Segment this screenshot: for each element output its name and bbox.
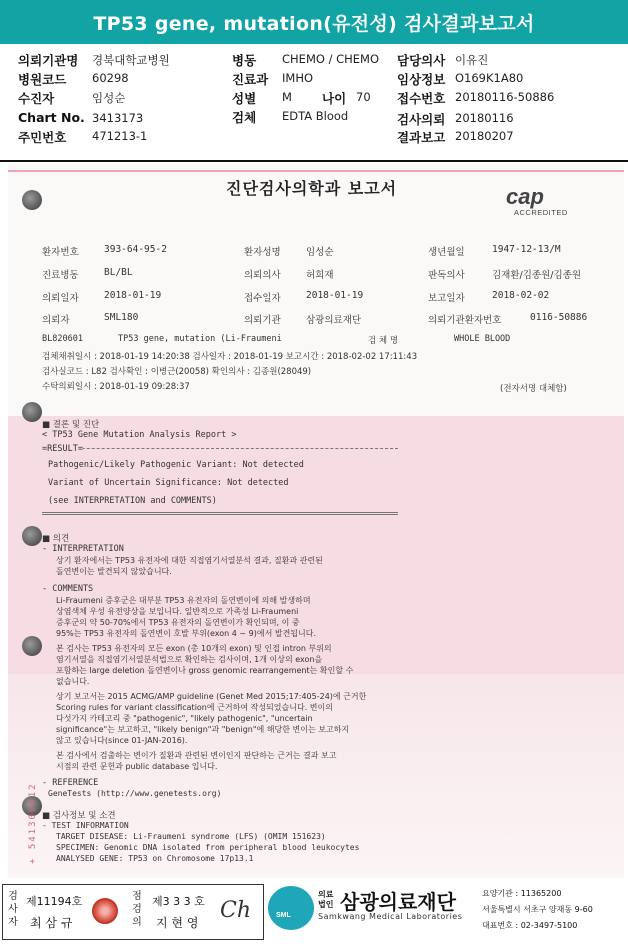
report-title: TP53 gene, mutation(유전성) 검사결과보고서 [0,0,628,44]
value-request-org: 경북대학교병원 [92,53,170,67]
label-tester: 검사자 [8,891,18,928]
report-meta-line: 검체채취일시 : 2018-01-19 14:20:38 검사일자 : 2018-01-19 보고시간 : 2018-02-02 17:11:43 [42,352,418,362]
label-request-org: 의뢰기관명 [18,53,79,68]
paragraph-line: 시점의 관련 문헌과 public database 입니다. [56,762,218,771]
top-rule [8,170,624,172]
section-subheading: < TP53 Gene Mutation Analysis Report > [42,430,237,440]
section-heading: ■ 결론 및 진단 [42,420,100,430]
value-receipt: 20180116-50886 [455,90,555,104]
double-rule [42,512,398,515]
divider [0,160,628,162]
punch-hole-icon [22,190,42,210]
label-report-date: 결과보고 [397,130,446,145]
field-label: 생년월일 [428,247,465,258]
field-label: 환자번호 [42,247,79,258]
section-heading: ■ 의견 [42,534,70,544]
value-clinical: O169K1A80 [455,71,524,85]
field-label: 검 체 명 [368,336,399,346]
value-report-date: 20180207 [455,129,514,143]
field-value: 2018-01-19 [306,290,364,301]
label-resident-no: 주민번호 [18,130,67,145]
cap-accredited: ACCREDITED [514,208,568,217]
subsection-heading: - TEST INFORMATION [42,821,129,830]
field-label: 의뢰기관 [244,315,281,326]
value-hospital-code: 60298 [92,71,129,85]
org-tel: 대표번호 : 02-3497-5100 [482,921,578,930]
field-value: 삼광의료재단 [306,315,362,326]
test-info-line: SPECIMEN: Genomic DNA isolated from peripheral blood leukocytes [56,843,360,852]
field-value: BL/BL [104,267,133,278]
cap-logo [502,184,582,220]
paragraph-line: significance"는 보고하고, "likely benign"과 "benign"에 해당한 변이는 보고하지 [56,725,350,734]
org-name: 삼광의료재단 [340,890,456,914]
paragraph-line: 상기 보고서는 2015 ACMG/AMP guideline (Genet Med 2015;17:405-24)에 근거한 [56,692,367,701]
value-resident-no: 471213-1 [92,129,148,143]
label-age: 나이 [322,91,347,106]
signature: Ch [220,898,252,923]
field-label: 접수일자 [244,293,281,304]
subsection-heading: - REFERENCE [42,778,99,788]
reference-line: GeneTests (http://www.genetests.org) [48,789,222,798]
label-chart-no: Chart No. [18,110,85,125]
field-value: 0116-50886 [530,312,588,323]
value-specimen: EDTA Blood [282,109,349,123]
field-value: WHOLE BLOOD [454,334,511,344]
paragraph-line: 본 검사에서 검출하는 변이가 질환과 관련된 변이인지 판단하는 근거는 결과 보고 [56,751,337,760]
paragraph-line: 다섯가지 카테고리 중 "pathogenic", "likely pathogenic", "uncertain [56,714,313,723]
paragraph-line: 포함하는 large deletion 돌연변이나 gross genomic rearrangement는 확인할 수 [56,666,354,675]
paragraph-line: 없습니다. [56,677,90,686]
value-dept: IMHO [282,71,314,85]
label-checker: 점검의 [132,891,142,928]
field-value: 임성순 [306,247,334,258]
result-header: =RESULT= [42,444,83,454]
field-label: 의뢰자 [42,315,70,326]
label-hospital-code: 병원코드 [18,72,67,87]
label-ward: 병동 [232,53,257,68]
subsection-heading: - COMMENTS [42,584,94,594]
section-heading: ■ 검사정보 및 소견 [42,811,116,821]
value-age: 70 [356,90,371,104]
field-value: 2018-01-19 [104,290,162,301]
label-patient: 수진자 [18,91,55,106]
logo-text: SML [276,912,291,919]
subsection-heading: - INTERPRETATION [42,544,124,554]
test-info-line: ANALYSED GENE: TP53 on Chromosome 17p13.1 [56,854,254,863]
label-doctor: 담당의사 [397,53,446,68]
footer [0,882,628,944]
field-value: 허희재 [306,270,334,281]
checker-license: 제3 3 3 호 [152,895,205,908]
institution-code: 요양기관 : 11365200 [482,889,562,898]
punch-hole-icon [22,526,42,546]
paragraph-line: 상기 환자에서는 TP53 유전자에 대한 직접염기서열분석 결과, 질환과 관련된 [56,556,323,565]
paragraph-line: 돌연변이는 발견되지 않았습니다. [56,567,172,576]
value-doctor: 이유진 [455,53,489,67]
test-info-line: TARGET DISEASE: Li-Fraumeni syndrome (LFS) (OMIM 151623) [56,832,326,841]
patient-info-grid [0,48,628,158]
paragraph-line: Li-Fraumeni 증후군은 대부분 TP53 유전자의 돌연변이에 의해 발생하며 [56,596,311,605]
test-code: BL820601 [42,334,83,344]
paragraph-line: 상염색체 우성 유전양상을 보입니다. 일반적으로 가족성 Li-Fraumeni [56,607,299,616]
paragraph-line: Scoring rules for variant classification에 근거하여 작성되었습니다. 변이의 [56,703,333,712]
label-dept: 진료과 [232,72,269,87]
result-line: Pathogenic/Likely Pathogenic Variant: Not detected [48,460,304,470]
paragraph-line: 본 검사는 TP53 유전자의 모든 exon (총 10개의 exon) 및 인접 intron 부위의 [56,644,332,653]
value-chart-no: 3413173 [92,111,144,125]
field-label: 진료병동 [42,270,79,281]
label-receipt: 접수번호 [397,91,446,106]
org-prefix: 의료법인 [318,890,334,909]
paragraph-line: 95%는 TP53 유전자의 돌연변이 호발 부위(exon 4 ~ 9)에서 발견됩니다. [56,629,317,638]
org-address: 서울특별시 서초구 양재동 9-60 [482,905,593,914]
side-stamp: + 541300012 [28,782,38,864]
org-name-en: Samkwang Medical Laboratories [318,912,463,921]
field-value: 1947-12-13/M [492,244,561,255]
scan-title: 진단검사의학과 보고서 [226,179,398,198]
logo-circle [268,886,314,930]
paragraph-line: 증후군의 약 50-70%에서 TP53 유전자의 돌연변이가 확인되며, 이 중 [56,618,300,627]
paragraph-line: 염기서열을 직접염기서열분석법으로 확인하는 검사이며, 1개 이상의 exon을 [56,655,323,664]
scanned-report [8,164,624,878]
report-meta-line: 수탁의뢰일시 : 2018-01-19 09:28:37 [42,382,190,392]
test-name: TP53 gene, mutation (Li-Fraumeni [118,334,282,344]
punch-hole-icon [22,402,42,422]
value-req-date: 20180116 [455,111,514,125]
sml-logo-icon [268,886,314,930]
field-value: SML180 [104,312,139,323]
field-label: 보고일자 [428,293,465,304]
field-value: 393-64-95-2 [104,244,167,255]
field-label: 판독의사 [428,270,465,281]
field-label: 의뢰일자 [42,293,79,304]
punch-hole-icon [22,636,42,656]
report-meta-line: 검사실코드 : L82 검사확인 : 이병근(20058) 확인의사 : 김종원(28049) [42,367,312,377]
field-value: 김재환/김종원/김종원 [492,270,581,281]
result-line: (see INTERPRETATION and COMMENTS) [48,496,217,506]
label-specimen: 검체 [232,110,257,125]
field-label: 의뢰의사 [244,270,281,281]
tester-license: 제11194호 [26,895,83,908]
label-sex: 성별 [232,91,257,106]
label-req-date: 검사의뢰 [397,112,446,127]
dashed-rule [42,448,398,449]
field-label: 환자성명 [244,247,281,258]
field-value: 2018-02-02 [492,290,550,301]
field-label: 의뢰기관환자번호 [428,315,502,326]
label-clinical: 임상정보 [397,72,446,87]
value-patient: 임성순 [92,91,126,105]
tester-name: 최 삼 규 [30,916,73,930]
e-signature-note: (전자서명 대체함) [500,384,567,394]
official-seal-icon [92,898,118,924]
value-sex: M [282,90,292,104]
result-line: Variant of Uncertain Significance: Not detected [48,478,289,488]
cap-logo-text: cap [506,184,544,209]
value-ward: CHEMO / CHEMO [282,52,380,66]
checker-name: 지 현 영 [156,916,199,930]
paragraph-line: 않고 있습니다(since 01-JAN-2016). [56,736,188,745]
